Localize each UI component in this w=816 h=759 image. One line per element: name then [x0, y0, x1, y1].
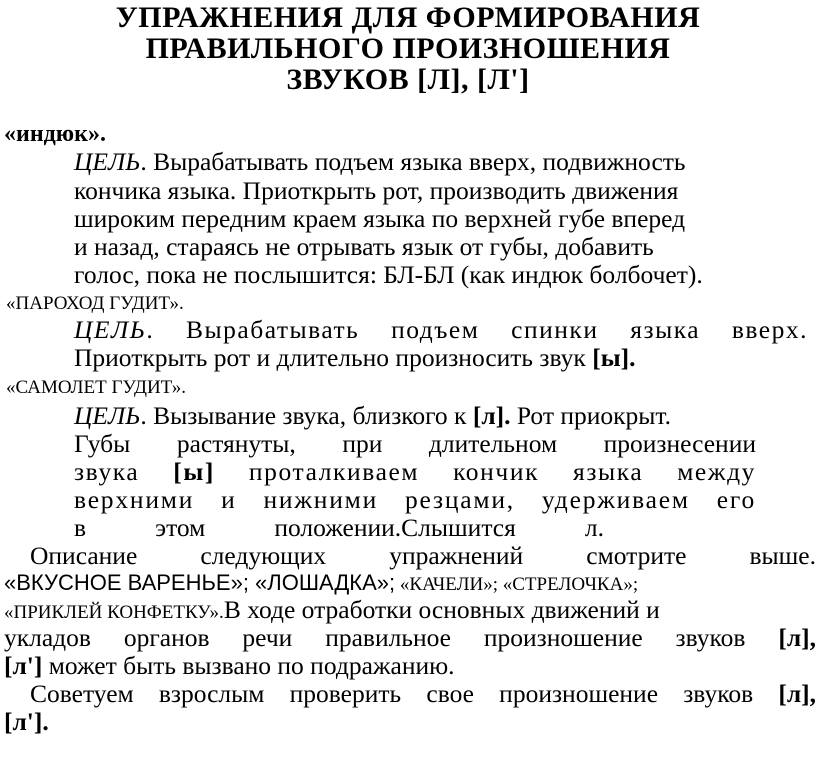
exercise-samolet-line-5: в этом положении.Слышится л. — [74, 513, 604, 542]
paragraph-line-3 — [4, 652, 455, 680]
goal-text: . Вырабатывать подъем языка вверх, подвижность — [140, 147, 686, 176]
paragraph-text: В ходе отработки основных движений и — [223, 595, 660, 624]
exercise-samolet-goal-line-1 — [74, 402, 671, 430]
exercise-indyuk-line-3: широким передним краем языка по верхней губе вперед — [74, 204, 686, 233]
exercise-list-c: «ПРИКЛЕЙ КОНФЕТКУ». — [4, 602, 224, 623]
title-line-1: УПРАЖНЕНИЯ ДЛЯ ФОРМИРОВАНИЯ — [115, 1, 701, 34]
page-title — [0, 2, 816, 95]
goal-text: . Вырабатывать подъем спинки языка вверх. — [146, 315, 808, 344]
sound-l: [л], — [778, 679, 816, 708]
description-line: Описание следующих упражнений смотрите выше. — [30, 541, 816, 570]
goal-text: . Вызывание звука, близкого к — [140, 401, 473, 430]
paragraph-line-2 — [4, 624, 816, 652]
exercise-samolet-line-3 — [74, 458, 756, 486]
advice-line-1 — [30, 680, 816, 708]
goal-text-end: Рот приокрыт. — [510, 401, 672, 430]
exercise-indyuk-line-5: голос, пока не послышится: БЛ-БЛ (как индюк болбочет). — [74, 260, 703, 289]
line-text: Приоткрыть рот и длительно произносить звук — [74, 343, 593, 372]
sound-y: [ы]. — [592, 343, 636, 372]
goal-label: ЦЕЛЬ — [74, 147, 141, 176]
exercise-samolet-line-2: Губы растянуты, при длительном произнесении — [74, 429, 756, 458]
paragraph-text: может быть вызвано по подражанию. — [42, 651, 455, 680]
exercise-indyuk-line-2: кончика языка. Приоткрыть рот, производить движения — [74, 176, 679, 205]
line-text: звука — [74, 457, 174, 486]
exercise-parokhod-name: «ПАРОХОД ГУДИТ». — [6, 293, 184, 314]
exercise-samolet-name: «САМОЛЕТ ГУДИТ». — [6, 377, 187, 398]
exercise-samolet-line-4: верхними и нижними резцами, удерживаем его — [74, 485, 756, 514]
sound-y: [ы] — [173, 457, 215, 486]
exercise-parokhod-goal-line-1 — [74, 316, 808, 344]
line-text-end: проталкиваем кончик языка между — [214, 457, 756, 486]
paragraph-text: укладов органов речи правильное произношение звуков — [4, 623, 779, 652]
advice-text: Советуем взрослым проверить свое произношение звуков — [30, 679, 779, 708]
exercise-list-b: «КАЧЕЛИ»; «СТРЕЛОЧКА»; — [395, 574, 639, 595]
exercise-list-a: «ВКУСНОЕ ВАРЕНЬЕ»; «ЛОШАДКА»; — [4, 570, 396, 595]
advice-line-2: [л']. — [4, 707, 49, 736]
exercise-indyuk-name: «индюк». — [4, 121, 106, 147]
sound-l: [л], — [778, 623, 816, 652]
sound-l-soft: [л'] — [4, 651, 43, 680]
sound-l: [л]. — [472, 401, 511, 430]
goal-label: ЦЕЛЬ — [74, 401, 141, 430]
exercise-indyuk-goal-line-1 — [74, 148, 686, 176]
title-line-3: ЗВУКОВ [Л], [Л'] — [286, 63, 530, 96]
title-line-2: ПРАВИЛЬНОГО ПРОИЗНОШЕНИЯ — [145, 32, 671, 65]
goal-label: ЦЕЛЬ — [74, 315, 147, 344]
exercise-indyuk-line-4: и назад, стараясь не отрывать язык от губы, добавить — [74, 232, 654, 261]
exercise-parokhod-line-2 — [74, 344, 635, 372]
